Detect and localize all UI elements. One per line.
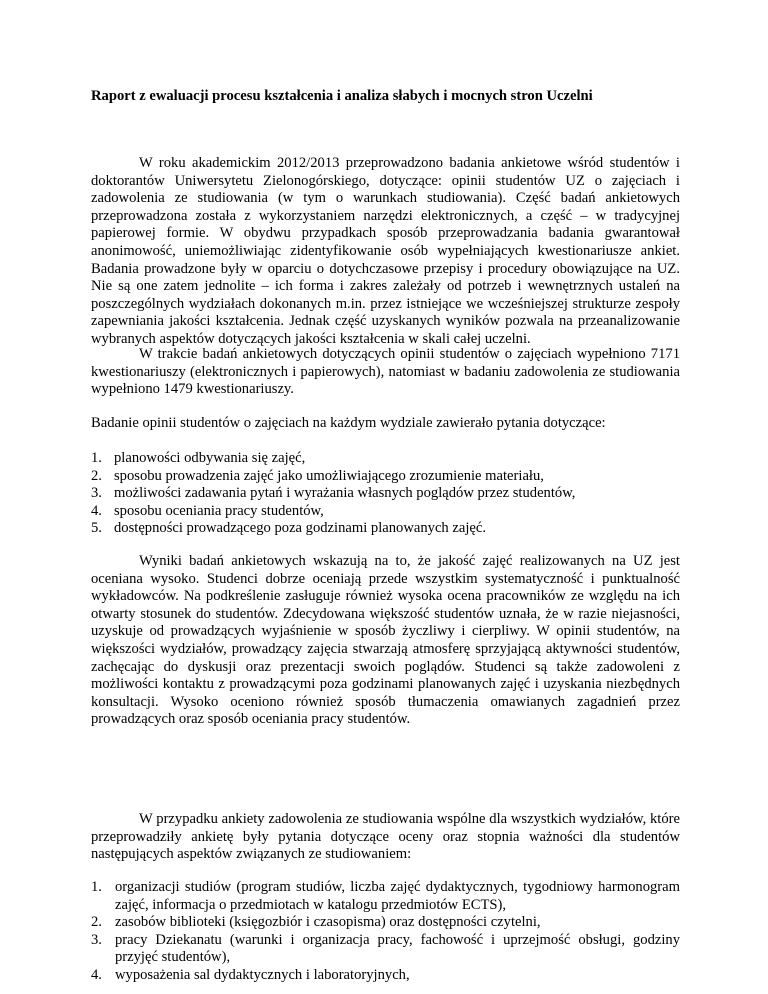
list-item: 3. pracy Dziekanatu (warunki i organizacja pracy, fachowość i uprzejmość obsługi, godziny przyjęć studentów), bbox=[91, 931, 680, 966]
list-item: 5. dostępności prowadzącego poza godzinami planowanych zajęć. bbox=[91, 520, 486, 537]
document-title: Raport z ewaluacji procesu kształcenia i analiza słabych i mocnych stron Uczelni bbox=[91, 88, 593, 104]
paragraph-questionnaire-count: W trakcie badań ankietowych dotyczących opinii studentów o zajęciach wypełniono 7171 kwestionariuszy (elektronicznych i papierowych), natomiast w badaniu zadowolenia ze studiowania wypełniono 1479 kwestionariuszy. bbox=[91, 346, 680, 398]
list-item: 3. możliwości zadawania pytań i wyrażania własnych poglądów przez studentów, bbox=[91, 485, 576, 502]
satisfaction-aspects-list bbox=[91, 879, 680, 985]
list-item: 4. sposobu oceniania pracy studentów, bbox=[91, 502, 324, 519]
list-item: 4. wyposażenia sal dydaktycznych i laboratoryjnych, bbox=[91, 966, 410, 983]
list-item: 2. zasobów biblioteki (księgozbiór i czasopisma) oraz dostępności czytelni, bbox=[91, 914, 541, 931]
list-item: 2. sposobu prowadzenia zajęć jako umożliwiającego zrozumienie materiału, bbox=[91, 467, 544, 484]
paragraph-survey-questions: Badanie opinii studentów o zajęciach na każdym wydziale zawierało pytania dotyczące: bbox=[91, 415, 606, 431]
paragraph-results: Wyniki badań ankietowych wskazują na to, że jakość zajęć realizowanych na UZ jest oceniana wysoko. Studenci dobrze oceniają przede wszystkim systematyczność i punktualność wykładowców. Na podkreślenie zasługuje również wysoka ocena pracowników ze względu na ich otwarty stosunek do studentów. Zdecydowana większość studentów uznała, że w razie niejasności, uzyskuje od prowadzących wyjaśnienie w sposób życzliwy i cierpliwy. W opinii studentów, na większości wydziałów, prowadzący zajęcia stwarzają atmosferę sprzyjającą aktywności studentów, zachęcając do dyskusji oraz prezentacji swoich poglądów. Studenci są także zadowoleni z możliwości kontaktu z prowadzącymi poza godzinami planowanych zajęć i uzyskania niezbędnych konsultacji. Wysoko oceniono również sposób tłumaczenia omawianych zagadnień przez prowadzących oraz sposób oceniania pracy studentów. bbox=[91, 553, 680, 728]
paragraph-satisfaction-survey: W przypadku ankiety zadowolenia ze studiowania wspólne dla wszystkich wydziałów, które przeprowadziły ankietę były pytania dotyczące oceny oraz stopnia ważności dla studentów następujących aspektów związanych ze studiowaniem: bbox=[91, 811, 680, 863]
survey-questions-list bbox=[91, 450, 681, 538]
list-item: 1. planowości odbywania się zajęć, bbox=[91, 450, 306, 466]
paragraph-intro: W roku akademickim 2012/2013 przeprowadzono badania ankietowe wśród studentów i doktorantów Uniwersytetu Zielonogórskiego, dotyczące: opinii studentów UZ o zajęciach i zadowolenia ze studiowania (w tym o warunkach studiowania). Część badań ankietowych przeprowadzona została z wykorzystaniem narzędzi elektronicznych, a część – w tradycyjnej papierowej formie. W obydwu przypadkach sposób przeprowadzania badania gwarantował anonimowość, uniemożliwiając zidentyfikowanie osób wypełniających kwestionariusze ankiet. Badania prowadzone były w oparciu o dotychczasowe przepisy i procedury obowiązujące na UZ. Nie są one zatem jednolite – ich forma i zakres zależały od potrzeb i wewnętrznych ustaleń na poszczególnych wydziałach dokonanych m.in. przez istniejące we wcześniejszej strukturze zespoły zapewniania jakości kształcenia. Jednak część uzyskanych wyników pozwala na przeanalizowanie wybranych aspektów dotyczących jakości kształcenia w skali całej uczelni. bbox=[91, 155, 680, 347]
list-item: 1. organizacji studiów (program studiów, liczba zajęć dydaktycznych, tygodniowy harmonogram zajęć, informacja o przedmiotach w katalogu przedmiotów ECTS), bbox=[91, 879, 680, 913]
